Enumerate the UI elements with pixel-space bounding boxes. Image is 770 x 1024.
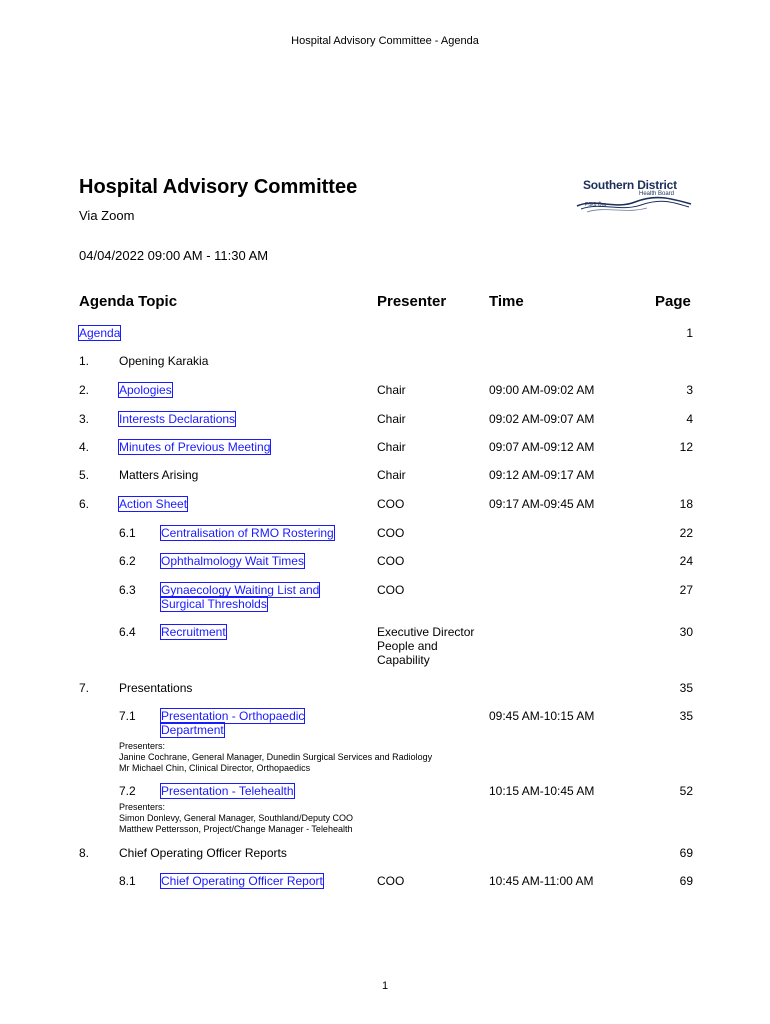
item-time: 09:07 AM-09:12 AM [489, 440, 595, 454]
item-page: 18 [679, 497, 693, 511]
item-presenter: Chair [377, 468, 406, 482]
item-label: Matters Arising [119, 468, 199, 482]
item-page: 52 [679, 784, 693, 798]
item-link-action-sheet[interactable]: Action Sheet [119, 497, 188, 511]
item-label: Presentations [119, 681, 193, 695]
item-number: 7.1 [119, 709, 136, 723]
item-link-minutes[interactable]: Minutes of Previous Meeting [119, 440, 271, 454]
logo-tagline: Health Board [639, 191, 675, 197]
agenda-link[interactable]: Agenda [79, 326, 121, 340]
item-presenter: Executive Director People and Capability [377, 625, 475, 667]
item-presenter: Chair [377, 383, 406, 397]
item-link-ophthalmology[interactable]: Ophthalmology Wait Times [161, 554, 304, 568]
item-time: 10:15 AM-10:45 AM [489, 784, 595, 798]
column-header-time: Time [489, 293, 524, 310]
agenda-page: 1 [686, 326, 693, 340]
item-link-rmo-rostering[interactable]: Centralisation of RMO Rostering [161, 526, 334, 540]
item-number: 2. [79, 383, 90, 397]
item-number: 3. [79, 412, 90, 426]
meeting-datetime: 04/04/2022 09:00 AM - 11:30 AM [79, 248, 269, 263]
southern-district-logo [575, 178, 693, 214]
item-number: 6.4 [119, 625, 136, 639]
item-link-recruitment[interactable]: Recruitment [161, 625, 226, 639]
presenters-note: Presenters: Simon Donlevy, General Manager, Southland/Deputy COO Matthew Pettersson, Project/Change Manager - Telehealth [119, 802, 353, 834]
item-page: 3 [686, 383, 693, 397]
item-presenter: Chair [377, 440, 406, 454]
item-link-telehealth[interactable]: Presentation - Telehealth [161, 784, 294, 798]
item-time: 09:02 AM-09:07 AM [489, 412, 595, 426]
item-presenter: COO [377, 497, 405, 511]
item-time: 09:00 AM-09:02 AM [489, 383, 595, 397]
item-page: 24 [679, 554, 693, 568]
item-number: 5. [79, 468, 90, 482]
item-number: 4. [79, 440, 90, 454]
item-page: 35 [679, 681, 693, 695]
item-presenter: COO [377, 583, 405, 597]
item-link-orthopaedic[interactable]: Presentation - Orthopaedic Department [161, 709, 305, 737]
item-number: 6.3 [119, 583, 136, 597]
item-time: 10:45 AM-11:00 AM [489, 874, 594, 888]
item-label: Opening Karakia [119, 354, 209, 368]
meeting-location: Via Zoom [79, 208, 135, 223]
column-header-topic: Agenda Topic [79, 293, 178, 310]
item-number: 6.2 [119, 554, 136, 568]
item-number: 8.1 [119, 874, 136, 888]
item-page: 27 [679, 583, 693, 597]
item-presenter: COO [377, 526, 405, 540]
item-time: 09:45 AM-10:15 AM [489, 709, 595, 723]
item-number: 7. [79, 681, 90, 695]
item-time: 09:17 AM-09:45 AM [489, 497, 595, 511]
logo-wave-icon [575, 194, 693, 214]
item-number: 7.2 [119, 784, 136, 798]
item-time: 09:12 AM-09:17 AM [489, 468, 595, 482]
item-number: 6. [79, 497, 90, 511]
page-number: 1 [381, 980, 389, 992]
item-number: 6.1 [119, 526, 136, 540]
item-page: 22 [679, 526, 693, 540]
meeting-title: Hospital Advisory Committee [79, 176, 358, 198]
logo-motto: Pūkū Ōra [585, 202, 607, 208]
item-presenter: Chair [377, 412, 406, 426]
item-page: 35 [679, 709, 693, 723]
column-header-page: Page [655, 293, 691, 310]
column-header-presenter: Presenter [377, 293, 447, 310]
item-page: 4 [686, 412, 693, 426]
item-page: 12 [679, 440, 693, 454]
item-presenter: COO [377, 554, 405, 568]
item-page: 69 [679, 846, 693, 860]
item-link-coo-report[interactable]: Chief Operating Officer Report [161, 874, 323, 888]
item-link-gynaecology[interactable]: Gynaecology Waiting List and Surgical Thresholds [161, 583, 320, 611]
item-page: 30 [679, 625, 693, 639]
item-number: 8. [79, 846, 90, 860]
item-link-interests-declarations[interactable]: Interests Declarations [119, 412, 236, 426]
item-label: Chief Operating Officer Reports [119, 846, 287, 860]
item-presenter: COO [377, 874, 405, 888]
item-number: 1. [79, 354, 90, 368]
logo-name: Southern District [583, 178, 677, 192]
item-link-apologies[interactable]: Apologies [119, 383, 172, 397]
running-header: Hospital Advisory Committee - Agenda [291, 35, 479, 47]
presenters-note: Presenters: Janine Cochrane, General Manager, Dunedin Surgical Services and Radiology Mr Michael Chin, Clinical Director, Orthopaedics [119, 741, 433, 773]
item-page: 69 [679, 874, 693, 888]
